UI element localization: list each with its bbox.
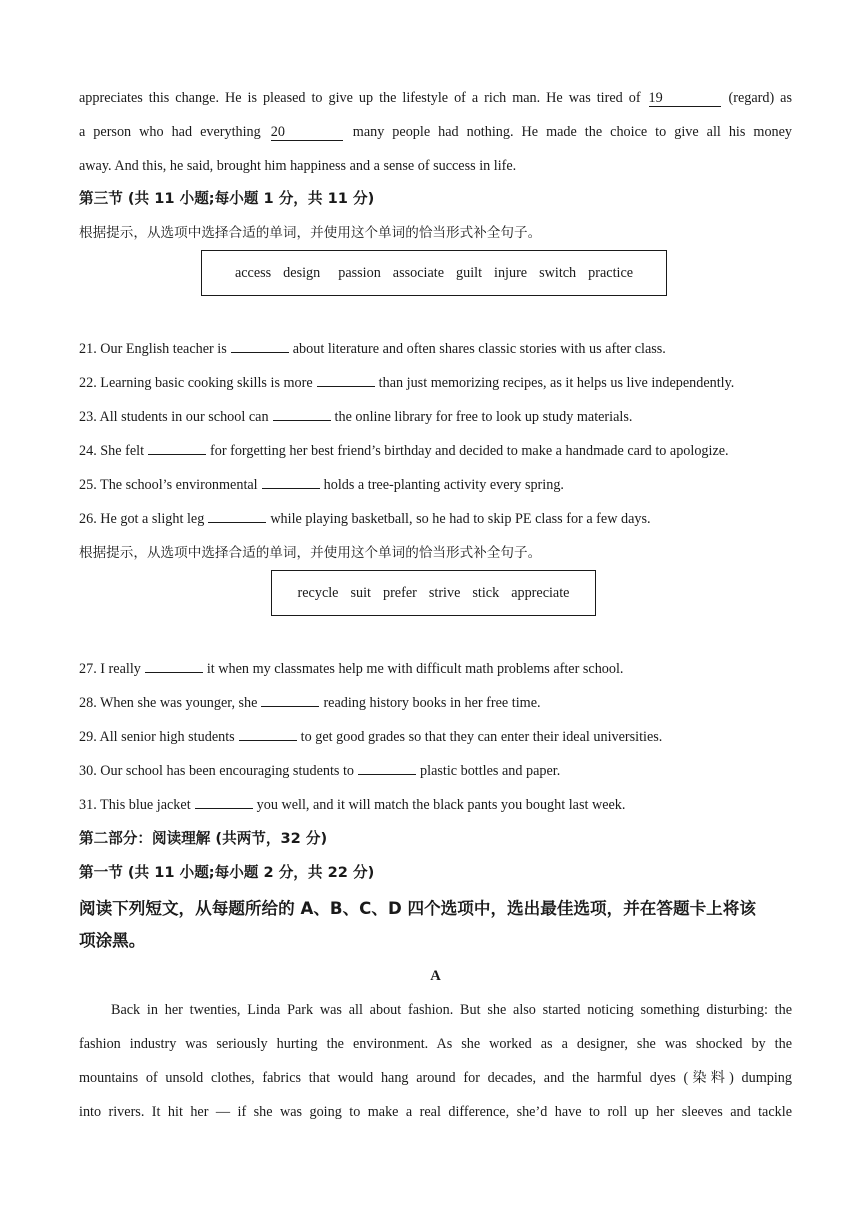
- word-option: guilt: [456, 264, 483, 281]
- question-text: to get good grades so that they can enter their ideal universities.: [300, 729, 663, 745]
- question-30: [79, 761, 792, 781]
- word-option: strive: [428, 584, 461, 601]
- question-text: 26. He got a slight leg: [79, 511, 205, 527]
- question-text: you well, and it will match the black pants you bought last week.: [256, 797, 626, 813]
- question-text: holds a tree-planting activity every spring.: [323, 477, 564, 493]
- question-22: [79, 373, 792, 393]
- word-option: switch: [539, 264, 577, 281]
- passage-line-1: [79, 88, 792, 108]
- question-text: reading history books in her free time.: [323, 695, 541, 711]
- part2-section1-title: 第一节 (共 11 小题;每小题 2 分，共 22 分): [79, 864, 375, 881]
- passage-line-2: [79, 122, 792, 142]
- passage-line-3: away. And this, he said, brought him happiness and a sense of success in life.: [79, 158, 517, 174]
- question-24: [79, 441, 792, 461]
- word-box-1: [201, 250, 667, 296]
- answer-blank[interactable]: [262, 488, 320, 489]
- answer-blank[interactable]: [195, 808, 253, 809]
- question-text: 21. Our English teacher is: [79, 341, 227, 357]
- answer-blank[interactable]: [358, 774, 416, 775]
- question-26: [79, 509, 792, 529]
- passage-a-line-4: into rivers. It hit her — if she was going to make a real difference, she’d have to roll up her sleeves and tackle: [79, 1104, 792, 1120]
- passage-text: a person who had everything: [79, 124, 261, 140]
- word-option: injure: [494, 264, 528, 281]
- answer-blank[interactable]: [208, 522, 266, 523]
- question-text: plastic bottles and paper.: [420, 763, 561, 779]
- answer-blank[interactable]: [231, 352, 289, 353]
- question-27: [79, 659, 792, 679]
- passage-a-line-1: Back in her twenties, Linda Park was all about fashion. But she also started noticing something disturbing: the: [111, 1002, 792, 1018]
- passage-text: many people had nothing. He made the choice to give all his money: [352, 124, 793, 140]
- question-text: 28. When she was younger, she: [79, 695, 258, 711]
- word-option: practice: [588, 264, 634, 281]
- passage-a-line-2: fashion industry was seriously hurting the environment. As she worked as a designer, she was shocked by the: [79, 1036, 792, 1052]
- word-option: passion: [338, 264, 381, 281]
- question-text: 22. Learning basic cooking skills is more: [79, 375, 313, 391]
- part2-title: 第二部分：阅读理解 (共两节，32 分): [79, 830, 328, 847]
- section3-instruction-1: 根据提示，从选项中选择合适的单词，并使用这个单词的恰当形式补全句子。: [79, 225, 542, 241]
- word-box-2: [271, 570, 596, 616]
- answer-blank[interactable]: [148, 454, 206, 455]
- question-25: [79, 475, 792, 495]
- word-option: recycle: [297, 584, 339, 601]
- answer-blank[interactable]: [239, 740, 297, 741]
- section3-title: 第三节 (共 11 小题;每小题 1 分，共 11 分): [79, 190, 375, 207]
- question-text: for forgetting her best friend’s birthday and decided to make a handmade card to apologize.: [210, 443, 729, 459]
- passage-a-line-3: mountains of unsold clothes, fabrics that would hang around for decades, and the harmful dyes (染料) dumping: [79, 1070, 792, 1086]
- answer-blank[interactable]: [261, 706, 319, 707]
- word-option: access: [234, 264, 272, 281]
- word-option: appreciate: [511, 584, 570, 601]
- question-28: [79, 693, 792, 713]
- question-text: 27. I really: [79, 661, 141, 677]
- word-option: prefer: [382, 584, 417, 601]
- question-text: while playing basketball, so he had to skip PE class for a few days.: [270, 511, 651, 527]
- question-29: [79, 727, 792, 747]
- blank-19: 19: [649, 90, 721, 107]
- question-23: [79, 407, 792, 427]
- passage-text: appreciates this change. He is pleased to give up the lifestyle of a rich man. He was tired of: [79, 90, 641, 106]
- passage-text: (regard) as: [728, 90, 792, 106]
- question-text: the online library for free to look up study materials.: [334, 409, 633, 425]
- blank-20: 20: [271, 124, 343, 141]
- question-text: 29. All senior high students: [79, 729, 235, 745]
- question-text: 24. She felt: [79, 443, 145, 459]
- word-option: design: [283, 264, 321, 281]
- word-option: associate: [392, 264, 444, 281]
- part2-instruction-line-2: 项涂黑。: [79, 931, 146, 950]
- question-31: [79, 795, 792, 815]
- question-text: about literature and often shares classic stories with us after class.: [292, 341, 666, 357]
- question-text: 31. This blue jacket: [79, 797, 191, 813]
- answer-blank[interactable]: [317, 386, 375, 387]
- word-option: stick: [472, 584, 500, 601]
- question-text: than just memorizing recipes, as it helps us live independently.: [378, 375, 735, 391]
- word-option: suit: [350, 584, 371, 601]
- answer-blank[interactable]: [145, 672, 203, 673]
- question-21: [79, 339, 792, 359]
- section3-instruction-2: 根据提示，从选项中选择合适的单词，并使用这个单词的恰当形式补全句子。: [79, 545, 542, 561]
- question-text: 25. The school’s environmental: [79, 477, 258, 493]
- passage-label: A: [430, 968, 441, 984]
- part2-instruction-line-1: 阅读下列短文，从每题所给的 A、B、C、D 四个选项中，选出最佳选项，并在答题卡上将该: [79, 899, 756, 918]
- answer-blank[interactable]: [273, 420, 331, 421]
- question-text: 30. Our school has been encouraging students to: [79, 763, 355, 779]
- question-text: it when my classmates help me with difficult math problems after school.: [206, 661, 624, 677]
- question-text: 23. All students in our school can: [79, 409, 269, 425]
